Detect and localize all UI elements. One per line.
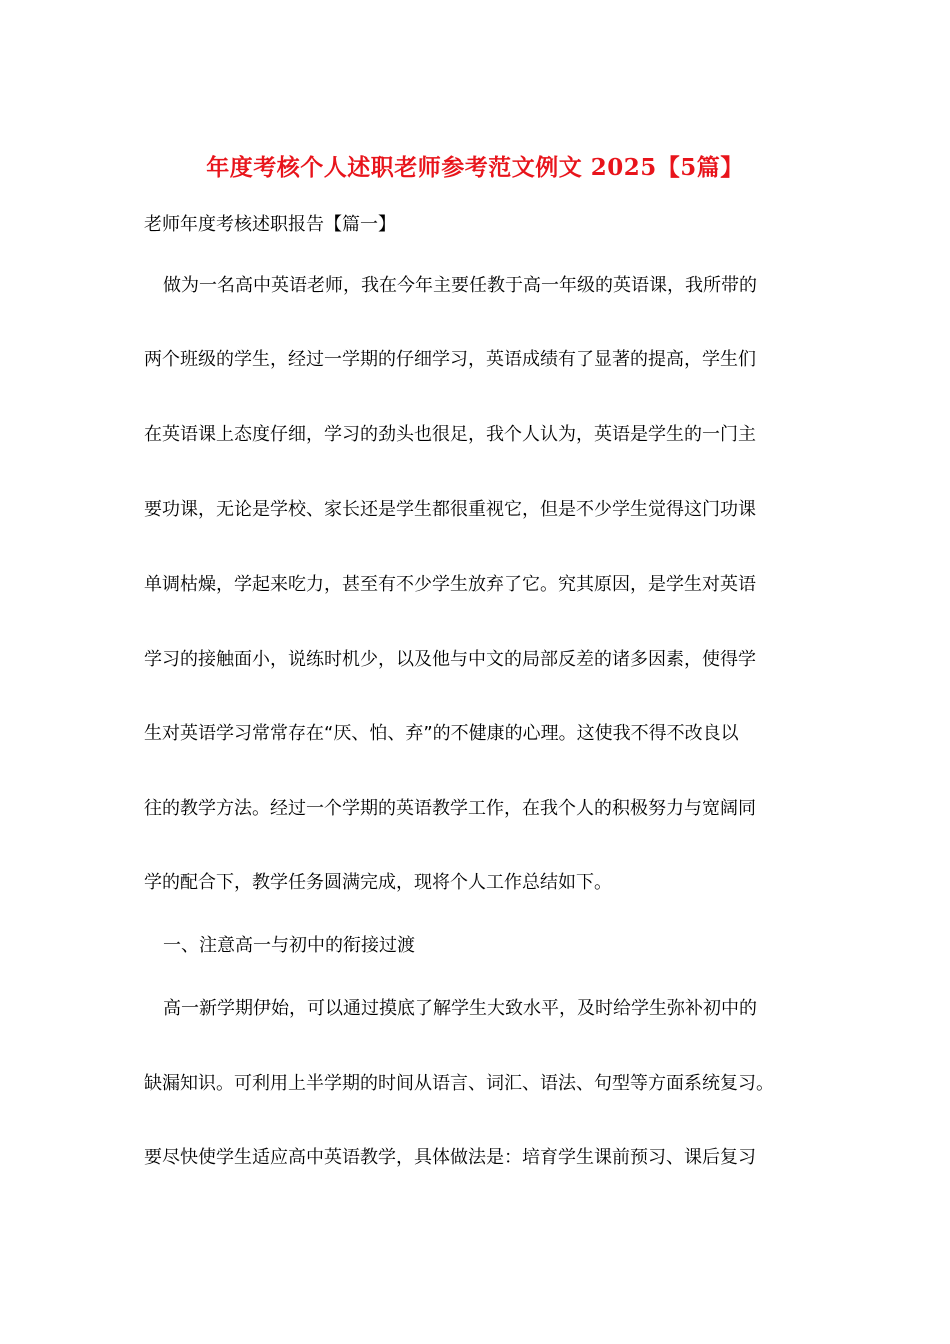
paragraph-line: 要功课，无论是学校、家长还是学生都很重视它，但是不少学生觉得这门功课 [144,499,756,520]
paragraph-line: 做为一名高中英语老师，我在今年主要任教于高一年级的英语课，我所带的 [163,275,757,296]
paragraph-line: 在英语课上态度仔细，学习的劲头也很足，我个人认为，英语是学生的一门主 [144,424,756,445]
paragraph-line: 高一新学期伊始，可以通过摸底了解学生大致水平，及时给学生弥补初中的 [163,998,757,1019]
section-heading: 一、注意高一与初中的衔接过渡 [163,935,415,956]
paragraph-line: 学习的接触面小，说练时机少，以及他与中文的局部反差的诸多因素，使得学 [144,649,756,670]
paragraph-line: 要尽快使学生适应高中英语教学，具体做法是：培育学生课前预习、课后复习 [144,1147,756,1168]
paragraph-line: 缺漏知识。可利用上半学期的时间从语言、词汇、语法、句型等方面系统复习。 [144,1073,774,1094]
paragraph-line: 学的配合下，教学任务圆满完成，现将个人工作总结如下。 [144,872,612,893]
paragraph-line: 两个班级的学生，经过一学期的仔细学习，英语成绩有了显著的提高，学生们 [144,349,756,370]
section-heading: 老师年度考核述职报告【篇一】 [144,214,396,235]
paragraph-line: 单调枯燥，学起来吃力，甚至有不少学生放弃了它。究其原因，是学生对英语 [144,574,756,595]
paragraph-line: 往的教学方法。经过一个学期的英语教学工作，在我个人的积极努力与宽阔同 [144,798,756,819]
document-title: 年度考核个人述职老师参考范文例文 2025【5篇】 [206,154,744,181]
paragraph-line: 生对英语学习常常存在“厌、怕、弃”的不健康的心理。这使我不得不改良以 [144,723,739,744]
